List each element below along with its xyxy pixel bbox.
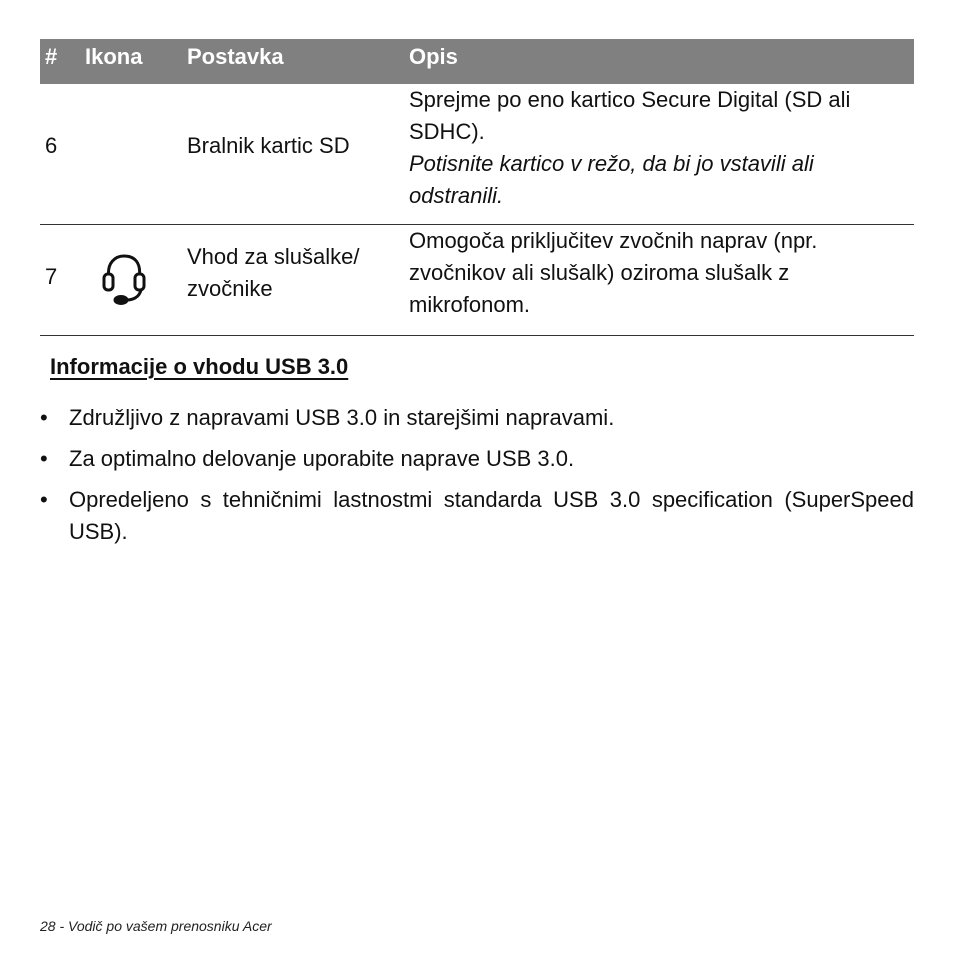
list-item-text: Za optimalno delovanje uporabite naprave USB 3.0.: [69, 446, 575, 471]
row-number: 6: [45, 133, 58, 158]
header-description: Opis: [409, 44, 458, 69]
list-item: [40, 402, 914, 434]
bullet-icon: •: [40, 487, 48, 512]
header-num: #: [45, 44, 58, 69]
list-item: [40, 484, 914, 548]
table-row: [40, 84, 914, 225]
row-setting: Bralnik kartic SD: [187, 133, 350, 158]
row-description-note: Potisnite kartico v režo, da bi jo vstavili ali odstranili.: [409, 151, 814, 208]
list-item-text: Opredeljeno s tehničnimi lastnostmi standarda USB 3.0 specification (SuperSpeed USB).: [69, 487, 914, 544]
header-setting: Postavka: [187, 44, 284, 69]
header-icon: Ikona: [85, 44, 143, 69]
table-row: [40, 225, 914, 336]
list-item: [40, 443, 914, 475]
table-header: [40, 39, 914, 84]
row-number: 7: [45, 264, 58, 289]
list-item-text: Združljivo z napravami USB 3.0 in starejšimi napravami.: [69, 405, 615, 430]
spec-table: [40, 39, 914, 336]
headset-icon: [98, 250, 154, 317]
row-setting: Vhod za slušalke/ zvočnike: [187, 244, 360, 301]
row-description-text: Sprejme po eno kartico Secure Digital (SD ali SDHC).: [409, 87, 851, 144]
bullet-icon: •: [40, 446, 48, 471]
section-heading: Informacije o vhodu USB 3.0: [50, 354, 349, 379]
row-description: Omogoča priključitev zvočnih naprav (npr. zvočnikov ali slušalk) oziroma slušalk z mikrofonom.: [409, 228, 818, 317]
page-footer: 28 - Vodič po vašem prenosniku Acer: [40, 918, 272, 934]
usb-info-list: [40, 402, 914, 557]
row-description: [409, 84, 909, 212]
bullet-icon: •: [40, 405, 48, 430]
